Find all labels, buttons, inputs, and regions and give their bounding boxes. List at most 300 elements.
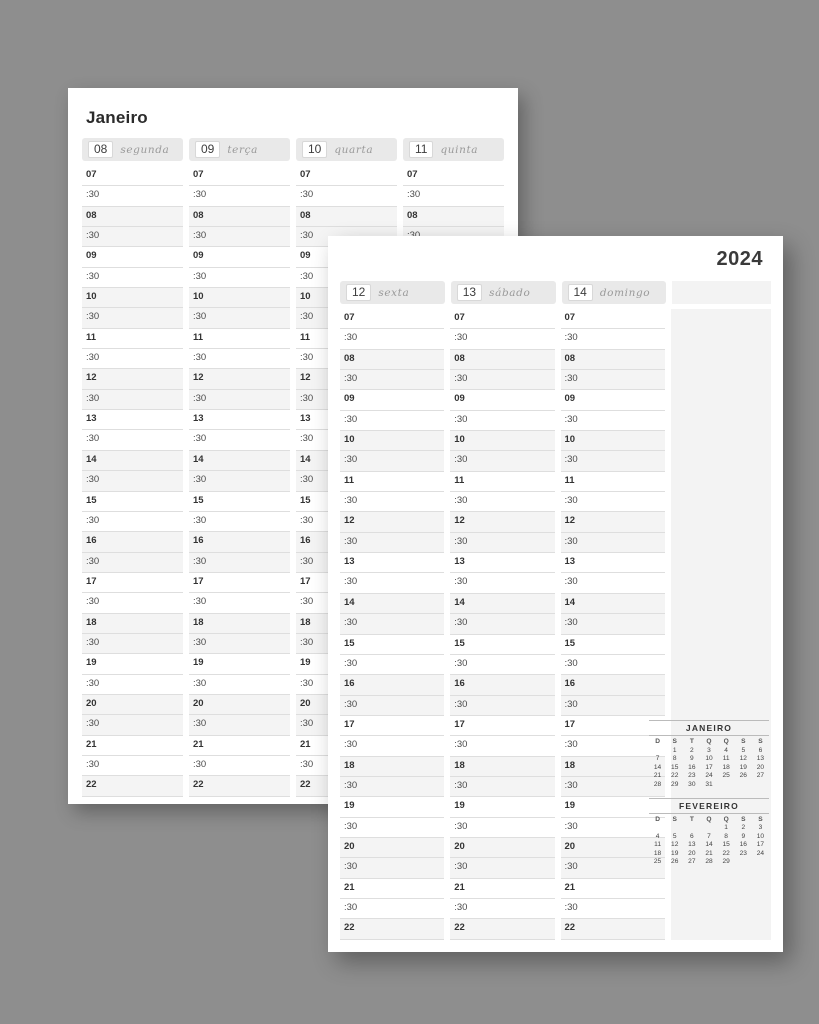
time-slot-cell[interactable]: 20 bbox=[82, 695, 183, 715]
time-slot-cell[interactable]: :30 bbox=[296, 593, 397, 613]
time-slot-cell[interactable]: 22 bbox=[340, 919, 444, 939]
time-slot-cell[interactable]: :30 bbox=[340, 899, 444, 919]
time-slot-cell[interactable]: 13 bbox=[340, 553, 444, 573]
time-slot-cell[interactable]: :30 bbox=[450, 370, 554, 390]
time-slot-cell[interactable]: :30 bbox=[340, 573, 444, 593]
time-slot-cell[interactable]: :30 bbox=[561, 736, 665, 756]
time-slot-cell[interactable]: 13 bbox=[450, 553, 554, 573]
mini-calendar-day[interactable]: 13 bbox=[688, 841, 696, 848]
time-slot-cell[interactable]: 18 bbox=[189, 614, 290, 634]
page-title: Janeiro bbox=[86, 108, 148, 127]
time-slot-cell[interactable]: :30 bbox=[189, 512, 290, 532]
time-slot-cell[interactable]: 08 bbox=[450, 350, 554, 370]
time-slot-cell[interactable]: :30 bbox=[82, 227, 183, 247]
time-slot-cell[interactable]: 21 bbox=[296, 736, 397, 756]
time-slot-cell[interactable]: :30 bbox=[340, 411, 444, 431]
time-slot-cell[interactable]: :30 bbox=[82, 593, 183, 613]
time-slot-cell[interactable]: :30 bbox=[189, 593, 290, 613]
time-slot-cell[interactable]: 19 bbox=[189, 654, 290, 674]
time-slot-cell[interactable]: :30 bbox=[296, 268, 397, 288]
time-slot-cell[interactable]: 20 bbox=[296, 695, 397, 715]
time-slot-cell[interactable]: 19 bbox=[82, 654, 183, 674]
table-row bbox=[340, 533, 771, 553]
mini-calendar-day[interactable]: 5 bbox=[672, 832, 677, 840]
mini-calendar-day[interactable]: 7 bbox=[655, 755, 660, 762]
time-slot-cell[interactable]: :30 bbox=[189, 308, 290, 328]
notes-cell[interactable] bbox=[671, 492, 771, 512]
time-slot-cell[interactable]: :30 bbox=[296, 634, 397, 654]
time-slot-cell[interactable]: :30 bbox=[82, 756, 183, 776]
time-slot-cell[interactable]: :30 bbox=[82, 390, 183, 410]
time-slot-cell[interactable]: :30 bbox=[189, 268, 290, 288]
time-slot-cell[interactable]: :30 bbox=[82, 308, 183, 328]
mini-calendar-dow: Q bbox=[723, 738, 729, 745]
time-slot-cell[interactable]: :30 bbox=[561, 655, 665, 675]
mini-calendar-day[interactable]: 15 bbox=[671, 763, 679, 771]
time-slot-cell[interactable]: 11 bbox=[340, 472, 444, 492]
time-slot-cell[interactable]: :30 bbox=[340, 492, 444, 512]
mini-calendar-day[interactable]: 10 bbox=[705, 755, 713, 762]
day-number: 10 bbox=[302, 141, 327, 158]
time-slot-cell[interactable]: 11 bbox=[450, 472, 554, 492]
mini-calendar-day[interactable]: 9 bbox=[690, 755, 694, 762]
notes-cell[interactable] bbox=[671, 594, 771, 614]
mini-calendar-day[interactable]: 26 bbox=[739, 772, 747, 779]
time-slot-cell[interactable]: 16 bbox=[561, 675, 665, 695]
time-slot-cell[interactable]: :30 bbox=[189, 675, 290, 695]
mini-calendar-day[interactable]: 17 bbox=[756, 841, 765, 848]
time-slot-cell[interactable]: 08 bbox=[189, 207, 290, 227]
time-slot-cell[interactable]: :30 bbox=[561, 899, 665, 919]
mini-calendar-day[interactable]: 31 bbox=[705, 780, 713, 788]
time-slot-cell[interactable]: :30 bbox=[189, 349, 290, 369]
time-slot-cell[interactable]: 14 bbox=[189, 451, 290, 471]
time-slot-cell[interactable]: :30 bbox=[340, 614, 444, 634]
time-slot-cell[interactable]: 19 bbox=[450, 797, 554, 817]
time-slot-cell[interactable]: :30 bbox=[82, 349, 183, 369]
time-slot-cell[interactable]: :30 bbox=[450, 614, 554, 634]
time-slot-cell[interactable]: 20 bbox=[189, 695, 290, 715]
time-slot-cell[interactable]: :30 bbox=[296, 390, 397, 410]
time-slot-cell[interactable]: :30 bbox=[296, 430, 397, 450]
time-slot-cell[interactable]: 15 bbox=[189, 492, 290, 512]
time-slot-cell[interactable]: :30 bbox=[561, 614, 665, 634]
time-slot-cell[interactable]: :30 bbox=[340, 818, 444, 838]
time-slot-cell[interactable]: 19 bbox=[340, 797, 444, 817]
time-slot-cell[interactable]: :30 bbox=[296, 512, 397, 532]
time-slot-cell[interactable]: :30 bbox=[561, 411, 665, 431]
notes-cell[interactable] bbox=[671, 370, 771, 390]
time-slot-cell[interactable]: 20 bbox=[450, 838, 554, 858]
time-slot-cell[interactable]: :30 bbox=[296, 227, 397, 247]
time-slot-cell[interactable]: :30 bbox=[340, 451, 444, 471]
time-slot-cell[interactable]: 21 bbox=[82, 736, 183, 756]
time-slot-cell[interactable]: 13 bbox=[561, 553, 665, 573]
table-row bbox=[340, 431, 771, 451]
mini-calendar-day[interactable]: 19 bbox=[739, 763, 747, 771]
time-slot-cell[interactable]: 22 bbox=[561, 919, 665, 939]
time-slot-cell[interactable]: 17 bbox=[561, 716, 665, 736]
notes-cell[interactable] bbox=[671, 573, 771, 593]
time-slot-cell[interactable]: 17 bbox=[189, 573, 290, 593]
time-slot-cell[interactable]: :30 bbox=[450, 533, 554, 553]
time-slot-cell[interactable]: 15 bbox=[340, 635, 444, 655]
mini-calendar-day[interactable]: 16 bbox=[688, 763, 696, 771]
mini-calendar-day[interactable]: 27 bbox=[756, 772, 765, 779]
time-slot-cell[interactable]: 11 bbox=[82, 329, 183, 349]
mini-calendar-day[interactable]: 14 bbox=[653, 763, 662, 771]
time-slot-cell[interactable]: :30 bbox=[189, 756, 290, 776]
time-slot-cell[interactable]: :30 bbox=[296, 186, 397, 206]
time-slot-cell[interactable]: 12 bbox=[450, 512, 554, 532]
time-slot-cell[interactable]: :30 bbox=[340, 696, 444, 716]
time-slot-cell[interactable]: 13 bbox=[189, 410, 290, 430]
mini-calendar-title: FEVEREIRO bbox=[649, 798, 769, 814]
time-slot-cell[interactable]: :30 bbox=[82, 675, 183, 695]
table-row bbox=[340, 329, 771, 349]
notes-cell[interactable] bbox=[671, 411, 771, 431]
time-slot-cell[interactable]: :30 bbox=[450, 858, 554, 878]
time-slot-cell[interactable]: 07 bbox=[82, 166, 183, 186]
mini-calendar-day[interactable]: 1 bbox=[672, 746, 677, 754]
time-slot-cell[interactable]: :30 bbox=[450, 411, 554, 431]
time-slot-cell[interactable]: 16 bbox=[82, 532, 183, 552]
time-slot-cell[interactable]: :30 bbox=[189, 186, 290, 206]
time-slot-cell[interactable]: :30 bbox=[82, 715, 183, 735]
time-slot-cell[interactable]: 08 bbox=[561, 350, 665, 370]
notes-cell[interactable] bbox=[671, 696, 771, 716]
mini-calendar-day[interactable]: 2 bbox=[741, 824, 746, 831]
time-slot-cell[interactable]: 12 bbox=[561, 512, 665, 532]
mini-calendar-day[interactable]: 22 bbox=[722, 849, 730, 857]
mini-calendar-day[interactable]: 4 bbox=[724, 746, 728, 754]
time-slot-cell[interactable]: 07 bbox=[189, 166, 290, 186]
time-slot-cell[interactable]: 15 bbox=[450, 635, 554, 655]
notes-cell[interactable] bbox=[671, 614, 771, 634]
day-header[interactable] bbox=[189, 138, 290, 161]
time-slot-cell[interactable]: 17 bbox=[450, 716, 554, 736]
day-header[interactable] bbox=[296, 138, 397, 161]
time-slot-cell[interactable]: 09 bbox=[82, 247, 183, 267]
time-slot-cell[interactable]: 08 bbox=[403, 207, 504, 227]
day-weekday-label: sexta bbox=[378, 286, 410, 299]
time-slot-cell[interactable]: 07 bbox=[340, 309, 444, 329]
time-slot-cell[interactable]: 12 bbox=[189, 369, 290, 389]
notes-cell[interactable] bbox=[671, 431, 771, 451]
time-slot-cell[interactable]: :30 bbox=[189, 634, 290, 654]
mini-calendar-day[interactable]: 24 bbox=[705, 772, 713, 779]
notes-cell[interactable] bbox=[671, 635, 771, 655]
time-slot-cell[interactable]: 08 bbox=[296, 207, 397, 227]
notes-cell[interactable] bbox=[671, 655, 771, 675]
time-slot-cell[interactable]: 19 bbox=[296, 654, 397, 674]
mini-calendar-day[interactable]: 28 bbox=[705, 858, 713, 865]
time-slot-cell[interactable]: 16 bbox=[450, 675, 554, 695]
mini-calendar-day[interactable]: 11 bbox=[654, 841, 661, 848]
time-slot-cell[interactable]: :30 bbox=[561, 533, 665, 553]
time-slot-cell[interactable]: 21 bbox=[450, 879, 554, 899]
time-slot-cell[interactable]: :30 bbox=[296, 471, 397, 491]
notes-cell[interactable] bbox=[671, 350, 771, 370]
time-slot-cell[interactable]: :30 bbox=[189, 715, 290, 735]
time-slot-cell[interactable]: 19 bbox=[561, 797, 665, 817]
time-slot-cell[interactable]: 11 bbox=[296, 329, 397, 349]
table-row bbox=[340, 492, 771, 512]
notes-cell[interactable] bbox=[671, 675, 771, 695]
time-slot-cell[interactable]: :30 bbox=[450, 777, 554, 797]
mini-calendar-day[interactable]: 6 bbox=[758, 746, 763, 754]
time-slot-cell[interactable]: :30 bbox=[340, 533, 444, 553]
mini-calendar-blank bbox=[718, 781, 735, 788]
notes-cell[interactable] bbox=[671, 533, 771, 553]
mini-calendar-day[interactable]: 21 bbox=[705, 849, 713, 857]
notes-cell[interactable] bbox=[671, 329, 771, 349]
time-slot-cell[interactable]: :30 bbox=[450, 696, 554, 716]
mini-calendar-dow: S bbox=[672, 738, 677, 745]
mini-calendar-day[interactable]: 10 bbox=[756, 832, 765, 840]
mini-calendar-day[interactable]: 8 bbox=[724, 832, 728, 840]
notes-cell[interactable] bbox=[671, 899, 771, 919]
time-slot-cell[interactable]: 09 bbox=[189, 247, 290, 267]
mini-calendar-day[interactable]: 21 bbox=[653, 772, 662, 779]
time-slot-cell[interactable]: :30 bbox=[296, 715, 397, 735]
time-slot-cell[interactable]: 14 bbox=[296, 451, 397, 471]
time-slot-cell[interactable]: :30 bbox=[82, 512, 183, 532]
time-slot-cell[interactable]: 22 bbox=[296, 776, 397, 796]
time-slot-cell[interactable]: :30 bbox=[450, 899, 554, 919]
time-slot-cell[interactable]: 22 bbox=[82, 776, 183, 796]
time-slot-cell[interactable]: :30 bbox=[561, 329, 665, 349]
mini-calendar-day[interactable]: 7 bbox=[707, 832, 711, 840]
mini-calendar-day[interactable]: 9 bbox=[741, 832, 746, 840]
time-slot-cell[interactable]: :30 bbox=[82, 634, 183, 654]
mini-calendar-day[interactable]: 12 bbox=[671, 841, 679, 848]
time-slot-cell[interactable]: 18 bbox=[296, 614, 397, 634]
time-slot-cell[interactable]: :30 bbox=[296, 308, 397, 328]
time-slot-cell[interactable]: :30 bbox=[189, 390, 290, 410]
time-slot-cell[interactable]: :30 bbox=[450, 451, 554, 471]
mini-calendar-day[interactable]: 16 bbox=[739, 841, 747, 848]
time-slot-cell[interactable]: 16 bbox=[189, 532, 290, 552]
time-slot-cell[interactable]: :30 bbox=[340, 858, 444, 878]
time-slot-cell[interactable]: :30 bbox=[561, 451, 665, 471]
time-slot-cell[interactable]: 10 bbox=[189, 288, 290, 308]
mini-calendar-day[interactable]: 23 bbox=[688, 772, 696, 779]
mini-calendar-day[interactable]: 20 bbox=[688, 849, 696, 857]
time-slot-cell[interactable]: 16 bbox=[296, 532, 397, 552]
table-row bbox=[340, 899, 771, 919]
time-slot-cell[interactable]: 10 bbox=[340, 431, 444, 451]
time-slot-cell[interactable]: 22 bbox=[189, 776, 290, 796]
mini-calendar-day[interactable]: 3 bbox=[707, 746, 711, 754]
time-slot-cell[interactable]: 11 bbox=[561, 472, 665, 492]
mini-calendar-day[interactable]: 19 bbox=[671, 849, 679, 857]
time-slot-cell[interactable]: 20 bbox=[340, 838, 444, 858]
mini-calendar-day[interactable]: 29 bbox=[722, 858, 730, 865]
time-slot-cell[interactable]: :30 bbox=[82, 553, 183, 573]
mini-calendar-day[interactable]: 23 bbox=[739, 849, 747, 857]
mini-calendar-day[interactable]: 8 bbox=[672, 755, 677, 762]
table-row bbox=[340, 919, 771, 939]
time-slot-cell[interactable]: :30 bbox=[450, 655, 554, 675]
time-slot-cell[interactable]: 08 bbox=[82, 207, 183, 227]
notes-cell[interactable] bbox=[671, 472, 771, 492]
day-header[interactable] bbox=[82, 138, 183, 161]
time-slot-cell[interactable]: 17 bbox=[340, 716, 444, 736]
mini-calendar-day[interactable]: 26 bbox=[671, 858, 679, 865]
day-header[interactable] bbox=[562, 281, 667, 304]
time-slot-cell[interactable]: :30 bbox=[450, 492, 554, 512]
time-slot-cell[interactable]: 17 bbox=[82, 573, 183, 593]
time-slot-cell[interactable]: :30 bbox=[189, 430, 290, 450]
time-slot-cell[interactable]: 15 bbox=[561, 635, 665, 655]
time-slot-cell[interactable]: 14 bbox=[340, 594, 444, 614]
mini-calendar-day[interactable]: 25 bbox=[653, 858, 662, 865]
notes-cell[interactable] bbox=[671, 553, 771, 573]
mini-calendar-day[interactable]: 1 bbox=[724, 824, 728, 831]
time-slot-cell[interactable]: :30 bbox=[450, 573, 554, 593]
time-slot-cell[interactable]: 12 bbox=[82, 369, 183, 389]
time-slot-cell[interactable]: :30 bbox=[561, 696, 665, 716]
time-slot-cell[interactable]: 07 bbox=[403, 166, 504, 186]
mini-calendar-day[interactable]: 11 bbox=[722, 755, 730, 762]
time-slot-cell[interactable]: 21 bbox=[561, 879, 665, 899]
time-slot-cell[interactable]: :30 bbox=[189, 227, 290, 247]
mini-calendar-day[interactable]: 18 bbox=[722, 763, 730, 771]
time-slot-cell[interactable]: 21 bbox=[340, 879, 444, 899]
time-slot-cell[interactable]: :30 bbox=[189, 471, 290, 491]
time-slot-cell[interactable]: 21 bbox=[189, 736, 290, 756]
time-slot-cell[interactable]: 17 bbox=[296, 573, 397, 593]
time-slot-cell[interactable]: :30 bbox=[450, 736, 554, 756]
time-slot-cell[interactable]: 12 bbox=[340, 512, 444, 532]
time-slot-cell[interactable]: :30 bbox=[561, 492, 665, 512]
time-slot-cell[interactable]: :30 bbox=[340, 370, 444, 390]
mini-calendar-dow: Q bbox=[723, 815, 729, 823]
day-number: 11 bbox=[409, 141, 433, 158]
time-slot-cell[interactable]: :30 bbox=[561, 858, 665, 878]
mini-calendar-title: JANEIRO bbox=[649, 720, 769, 736]
notes-cell[interactable] bbox=[671, 451, 771, 471]
time-slot-cell[interactable]: :30 bbox=[82, 471, 183, 491]
time-slot-cell[interactable]: :30 bbox=[340, 329, 444, 349]
time-slot-cell[interactable]: 12 bbox=[296, 369, 397, 389]
time-slot-cell[interactable]: 10 bbox=[296, 288, 397, 308]
time-slot-cell[interactable]: :30 bbox=[403, 186, 504, 206]
day-header[interactable] bbox=[403, 138, 504, 161]
time-slot-cell[interactable]: 14 bbox=[82, 451, 183, 471]
mini-calendar-day[interactable]: 13 bbox=[756, 755, 765, 762]
time-slot-cell[interactable]: 07 bbox=[561, 309, 665, 329]
time-slot-cell[interactable]: :30 bbox=[189, 553, 290, 573]
time-slot-cell[interactable]: 09 bbox=[450, 390, 554, 410]
time-slot-cell[interactable]: :30 bbox=[82, 430, 183, 450]
time-slot-cell[interactable]: 09 bbox=[296, 247, 397, 267]
time-slot-cell[interactable]: 22 bbox=[450, 919, 554, 939]
mini-calendar-day[interactable]: 5 bbox=[741, 746, 746, 754]
time-slot-cell[interactable]: :30 bbox=[82, 186, 183, 206]
time-slot-cell[interactable]: :30 bbox=[82, 268, 183, 288]
mini-calendar-day[interactable]: 30 bbox=[688, 780, 696, 788]
day-number: 09 bbox=[195, 141, 220, 158]
mini-calendar-day[interactable]: 24 bbox=[756, 849, 765, 857]
time-slot-cell[interactable]: :30 bbox=[561, 370, 665, 390]
mini-calendar-day[interactable]: 6 bbox=[690, 832, 694, 840]
time-slot-cell[interactable]: :30 bbox=[561, 818, 665, 838]
mini-calendar-day[interactable]: 20 bbox=[756, 763, 765, 771]
time-slot-cell[interactable]: 10 bbox=[450, 431, 554, 451]
time-slot-cell[interactable]: 11 bbox=[189, 329, 290, 349]
time-slot-cell[interactable]: :30 bbox=[340, 777, 444, 797]
mini-calendar-dow: S bbox=[741, 815, 746, 823]
time-slot-cell[interactable]: 20 bbox=[561, 838, 665, 858]
notes-cell[interactable] bbox=[671, 512, 771, 532]
mini-calendar-dow: T bbox=[689, 738, 694, 745]
day-header[interactable] bbox=[451, 281, 556, 304]
time-slot-cell[interactable]: :30 bbox=[340, 655, 444, 675]
time-slot-cell[interactable]: 16 bbox=[340, 675, 444, 695]
mini-calendar-day[interactable]: 4 bbox=[655, 832, 660, 840]
mini-calendar-day[interactable]: 27 bbox=[688, 858, 696, 865]
notes-cell[interactable] bbox=[671, 309, 771, 329]
notes-cell[interactable] bbox=[671, 879, 771, 899]
time-slot-cell[interactable]: 10 bbox=[82, 288, 183, 308]
day-number: 14 bbox=[568, 284, 593, 301]
time-slot-cell[interactable]: 13 bbox=[296, 410, 397, 430]
mini-calendar-dow: Q bbox=[706, 815, 712, 823]
mini-calendar-day[interactable]: 18 bbox=[653, 849, 662, 857]
time-slot-cell[interactable]: :30 bbox=[340, 736, 444, 756]
day-header[interactable] bbox=[340, 281, 445, 304]
mini-calendar-day[interactable]: 15 bbox=[722, 841, 730, 848]
time-slot-cell[interactable]: :30 bbox=[561, 573, 665, 593]
time-slot-cell[interactable]: 07 bbox=[296, 166, 397, 186]
mini-calendar-day[interactable]: 12 bbox=[739, 755, 747, 762]
mini-calendar-day[interactable]: 29 bbox=[671, 780, 679, 788]
time-slot-cell[interactable]: :30 bbox=[296, 756, 397, 776]
time-slot-cell[interactable]: 09 bbox=[561, 390, 665, 410]
mini-calendar-day[interactable]: 25 bbox=[722, 772, 730, 779]
time-slot-cell[interactable]: 18 bbox=[450, 757, 554, 777]
notes-cell[interactable] bbox=[671, 390, 771, 410]
time-slot-cell[interactable]: :30 bbox=[450, 329, 554, 349]
time-slot-cell[interactable]: 15 bbox=[296, 492, 397, 512]
mini-calendar-day[interactable]: 22 bbox=[671, 772, 679, 779]
time-slot-cell[interactable]: 07 bbox=[450, 309, 554, 329]
time-slot-cell[interactable]: 18 bbox=[340, 757, 444, 777]
time-slot-cell[interactable]: 14 bbox=[450, 594, 554, 614]
notes-cell[interactable] bbox=[671, 919, 771, 939]
time-slot-cell[interactable]: :30 bbox=[450, 818, 554, 838]
time-slot-cell[interactable]: 09 bbox=[340, 390, 444, 410]
time-slot-cell[interactable]: :30 bbox=[296, 675, 397, 695]
mini-calendar-day[interactable]: 3 bbox=[758, 824, 763, 831]
mini-calendar-day[interactable]: 17 bbox=[705, 763, 713, 771]
time-slot-cell[interactable]: :30 bbox=[296, 349, 397, 369]
time-slot-cell[interactable]: :30 bbox=[561, 777, 665, 797]
time-slot-cell[interactable]: 13 bbox=[82, 410, 183, 430]
mini-calendar-day[interactable]: 28 bbox=[653, 780, 662, 788]
time-slot-cell[interactable]: 14 bbox=[561, 594, 665, 614]
time-slot-cell[interactable]: 15 bbox=[82, 492, 183, 512]
mini-calendar-day[interactable]: 2 bbox=[690, 746, 694, 754]
time-slot-cell[interactable]: 18 bbox=[82, 614, 183, 634]
time-slot-cell[interactable]: 18 bbox=[561, 757, 665, 777]
time-slot-cell[interactable]: :30 bbox=[296, 553, 397, 573]
time-slot-cell[interactable]: 08 bbox=[340, 350, 444, 370]
mini-calendar-day[interactable]: 14 bbox=[705, 841, 713, 848]
time-slot-cell[interactable]: 10 bbox=[561, 431, 665, 451]
